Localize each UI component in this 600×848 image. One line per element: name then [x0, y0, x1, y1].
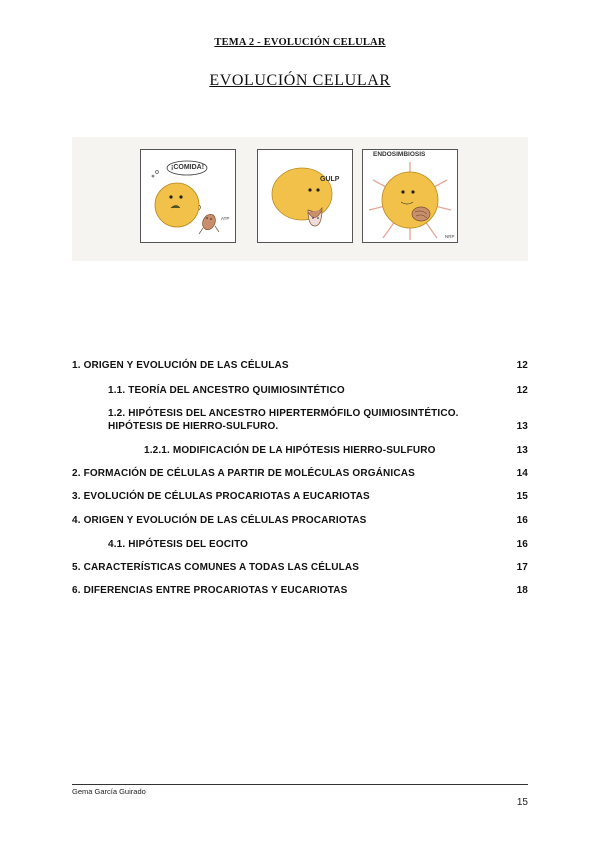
comic-panel-1 — [140, 149, 236, 243]
toc-entry-label: 2. FORMACIÓN DE CÉLULAS A PARTIR DE MOLÉCULAS ORGÁNICAS — [72, 468, 415, 479]
toc-entry-page: 14 — [516, 468, 528, 479]
toc-entry-page: 13 — [516, 445, 528, 456]
atp-label: ATP — [221, 216, 230, 221]
toc-entry-page: 18 — [516, 585, 528, 596]
page-title: EVOLUCIÓN CELULAR — [209, 72, 391, 89]
toc-entry-label: 1. ORIGEN Y EVOLUCIÓN DE LAS CÉLULAS — [72, 360, 289, 371]
caption-endosymbiosis: ENDOSIMBIOSIS — [373, 151, 426, 158]
toc-entry-label: 4.1. HIPÓTESIS DEL EOCITO — [108, 539, 249, 550]
toc-entry-label-continued: HIPÓTESIS DE HIERRO-SULFURO. — [108, 421, 279, 432]
toc-entry-page: 13 — [516, 421, 528, 432]
speech-gulp: GULP — [320, 176, 340, 183]
toc-entry-label: 6. DIFERENCIAS ENTRE PROCARIOTAS Y EUCARIOTAS — [72, 585, 348, 596]
toc-entry-label: 1.2. HIPÓTESIS DEL ANCESTRO HIPERTERMÓFILO QUIMIOSINTÉTICO. — [108, 408, 459, 419]
toc-entry-label: 1.1. TEORÍA DEL ANCESTRO QUIMIOSINTÉTICO — [108, 385, 345, 396]
toc-entry-label: 3. EVOLUCIÓN DE CÉLULAS PROCARIOTAS A EUCARIOTAS — [72, 491, 370, 502]
speech-bubble-1: ¡COMIDA! — [171, 164, 205, 171]
toc-entry-label: 5. CARACTERÍSTICAS COMUNES A TODAS LAS CÉLULAS — [72, 562, 360, 573]
comic-panel-2 — [257, 149, 353, 243]
toc-entry-page: 16 — [516, 539, 528, 550]
footer-author: Gema García Guirado — [72, 787, 146, 796]
toc-entry-page: 17 — [516, 562, 528, 573]
footer-divider — [72, 784, 528, 785]
page-number: 15 — [516, 797, 528, 808]
comic-panel-3 — [362, 149, 458, 243]
toc-entry-page: 16 — [516, 515, 528, 526]
endosymbiosis-comic — [72, 137, 528, 261]
toc-entry-label: 1.2.1. MODIFICACIÓN DE LA HIPÓTESIS HIERRO-SULFURO — [144, 445, 436, 456]
toc-entry-page: 12 — [516, 385, 528, 396]
toc-entry-page: 15 — [516, 491, 528, 502]
toc-entry-label: 4. ORIGEN Y EVOLUCIÓN DE LAS CÉLULAS PROCARIOTAS — [72, 515, 367, 526]
running-header: TEMA 2 - EVOLUCIÓN CELULAR — [214, 37, 386, 48]
signature: NRP — [445, 234, 455, 239]
toc-entry-page: 12 — [516, 360, 528, 371]
